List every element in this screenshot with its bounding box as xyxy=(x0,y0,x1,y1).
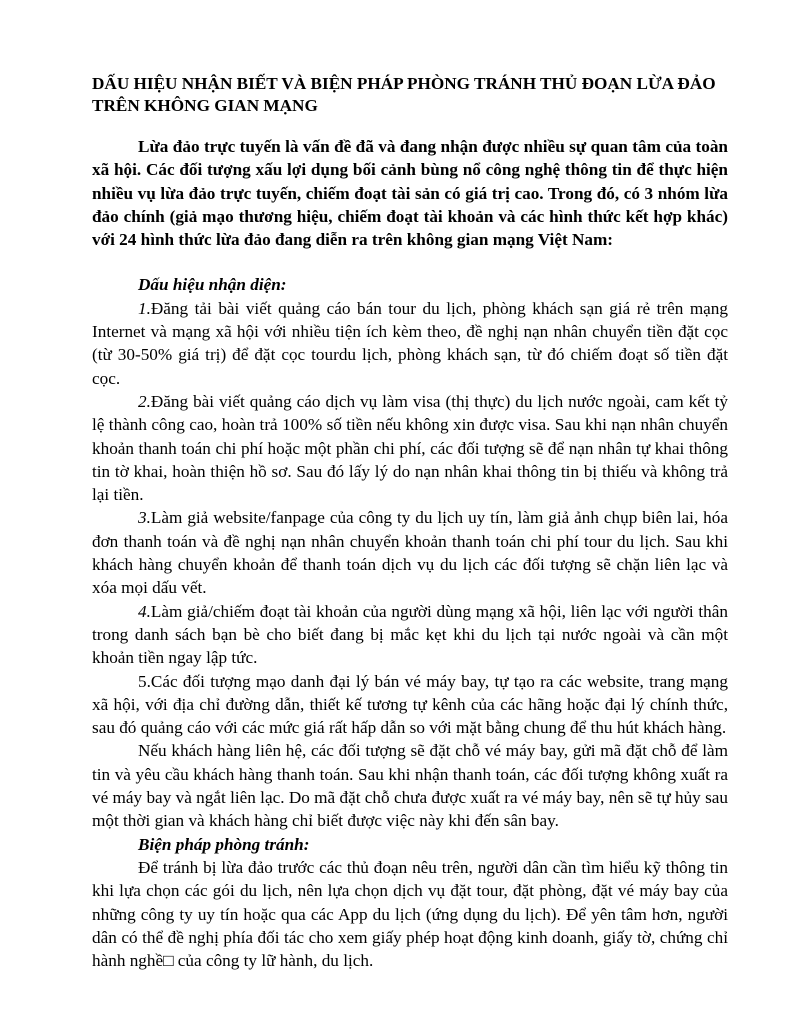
sign-item-3 xyxy=(92,506,728,599)
prevention-heading: Biện pháp phòng tránh: xyxy=(138,834,310,854)
prevention-paragraph: Để tránh bị lừa đảo trước các thủ đoạn nêu trên, người dân cần tìm hiểu kỹ thông tin khi lựa chọn các gói du lịch, nên lựa chọn dịch vụ đặt tour, đặt phòng, đặt vé máy bay của những công ty uy tín hoặc qua các App du lịch (ứng dụng du lịch). Để yên tâm hơn, người dân có thể đề nghị phía đối tác cho xem giấy phép hoạt động kinh doanh, giấy tờ, chứng chỉ hành nghề□ của công ty lữ hành, du lịch. xyxy=(92,857,728,971)
intro-paragraph: Lừa đảo trực tuyến là vấn đề đã và đang nhận được nhiều sự quan tâm của toàn xã hội. Các đối tượng xấu lợi dụng bối cảnh bùng nổ công nghệ thông tin để thực hiện nhiều vụ lừa đảo trực tuyến, chiếm đoạt tài sản có giá trị cao. Trong đó, có 3 nhóm lừa đảo chính (giả mạo thương hiệu, chiếm đoạt tài khoản và các hình thức kết hợp khác) với 24 hình thức lừa đảo đang diễn ra trên không gian mạng Việt Nam: xyxy=(92,137,728,250)
sign-item-1 xyxy=(92,297,728,390)
sign-number: 4. xyxy=(138,601,151,621)
sign-text: Đăng tải bài viết quảng cáo bán tour du lịch, phòng khách sạn giá rẻ trên mạng Internet và mạng xã hội với nhiều tiện ích kèm theo, đề nghị nạn nhân chuyển tiền đặt cọc (từ 30-50% giá trị) để đặt cọc tourdu lịch, phòng khách sạn, từ đó chiếm đoạt số tiền đặt cọc. xyxy=(92,298,728,388)
document-page xyxy=(92,73,728,972)
sign-text: Đăng bài viết quảng cáo dịch vụ làm visa (thị thực) du lịch nước ngoài, cam kết tỷ lệ thành công cao, hoàn trả 100% số tiền nếu không xin được visa. Sau khi nạn nhân chuyển khoản thanh toán chi phí hoặc một phần chi phí, các đối tượng sẽ để nạn nhân tự khai thông tin tờ khai, hoàn thiện hồ sơ. Sau đó lấy lý do nạn nhân khai thông tin bị thiếu và không trả lại tiền. xyxy=(92,391,728,505)
signs-followup-paragraph: Nếu khách hàng liên hệ, các đối tượng sẽ đặt chỗ vé máy bay, gửi mã đặt chỗ để làm tin và yêu cầu khách hàng thanh toán. Sau khi nhận thanh toán, các đối tượng không xuất ra vé máy bay và ngắt liên lạc. Do mã đặt chỗ chưa được xuất ra vé máy bay, nên sẽ tự hủy sau một thời gian và khách hàng chỉ biết được việc này khi đến sân bay. xyxy=(92,741,728,831)
document-title: DẤU HIỆU NHẬN BIẾT VÀ BIỆN PHÁP PHÒNG TRÁNH THỦ ĐOẠN LỪA ĐẢO TRÊN KHÔNG GIAN MẠNG xyxy=(92,74,716,115)
sign-number: 3. xyxy=(138,508,151,528)
signs-heading: Dấu hiệu nhận diện: xyxy=(138,275,287,295)
sign-item-2 xyxy=(92,390,728,506)
sign-number: 5. xyxy=(138,671,151,691)
sign-item-4 xyxy=(92,600,728,670)
sign-text: Các đối tượng mạo danh đại lý bán vé máy bay, tự tạo ra các website, trang mạng xã hội, với địa chỉ đường dẫn, thiết kế tương tự kênh của các hãng hoặc đại lý chính thức, sau đó quảng cáo với các mức giá rất hấp dẫn so với mặt bằng chung để thu hút khách hàng. xyxy=(92,671,728,738)
sign-text: Làm giả website/fanpage của công ty du lịch uy tín, làm giả ảnh chụp biên lai, hóa đơn thanh toán và đề nghị nạn nhân chuyển khoản thanh toán chi phí tour du lịch. Sau khi khách hàng chuyển khoản để thanh toán dịch vụ du lịch các đối tượng sẽ chặn liên lạc và xóa mọi dấu vết. xyxy=(92,508,728,598)
sign-text: Làm giả/chiếm đoạt tài khoản của người dùng mạng xã hội, liên lạc với người thân trong danh sách bạn bè cho biết đang bị mắc kẹt khi du lịch tại nước ngoài và cần một khoản tiền ngay lập tức. xyxy=(92,601,728,668)
sign-item-5 xyxy=(92,670,728,740)
sign-number: 1. xyxy=(138,298,151,318)
sign-number: 2. xyxy=(138,391,151,411)
